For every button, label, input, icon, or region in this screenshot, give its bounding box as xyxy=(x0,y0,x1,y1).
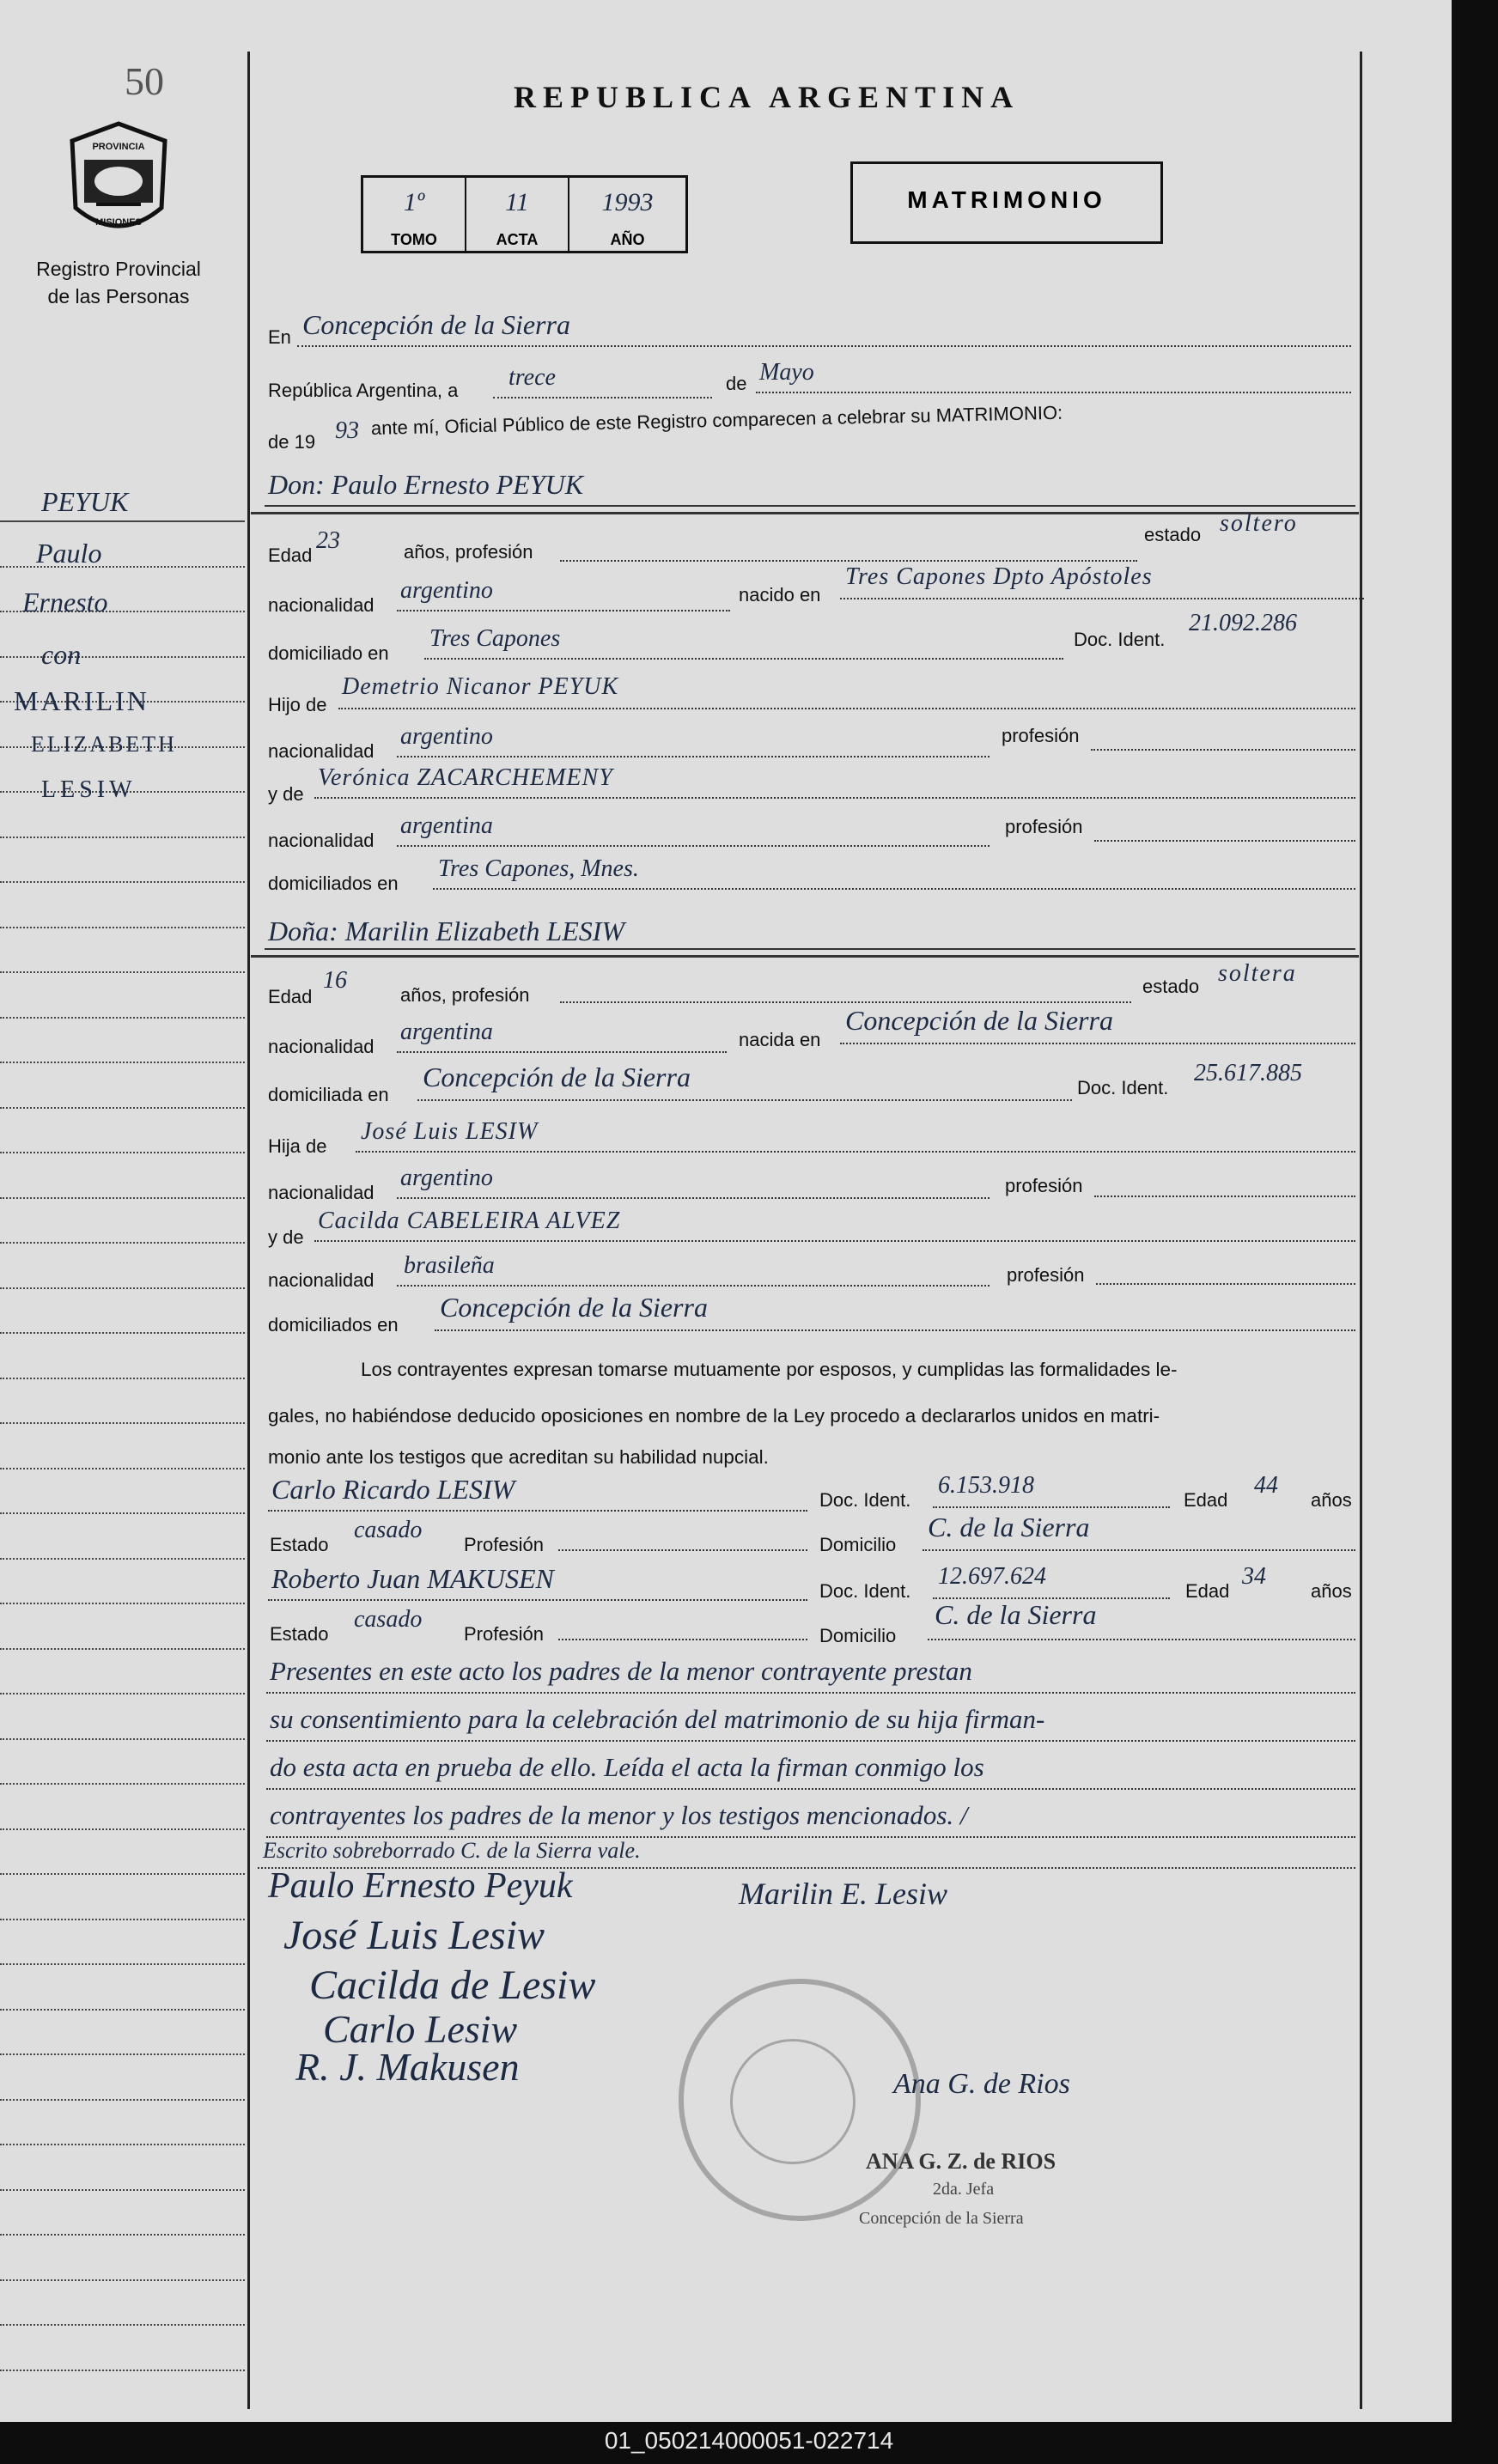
en-label: En xyxy=(268,326,291,348)
note-line-2: su consentimiento para la celebración del matrimonio de su hija firman- xyxy=(270,1704,1045,1734)
margin-rule-line xyxy=(0,2370,245,2371)
tomo-cell xyxy=(363,178,466,251)
day-line xyxy=(493,397,712,398)
intro-statement: ante mí, Oficial Público de este Registro comparecen a celebrar su MATRIMONIO: xyxy=(370,401,1063,439)
page-number: 50 xyxy=(125,59,164,103)
witness1-edad-label: Edad xyxy=(1184,1489,1228,1511)
groom-y-de-label: y de xyxy=(268,783,304,805)
witness2-prof-label: Profesión xyxy=(464,1623,544,1645)
margin-rule-line xyxy=(0,1107,245,1109)
anio-label: AÑO xyxy=(610,231,645,248)
groom-hijo-label: Hijo de xyxy=(268,694,327,715)
groom-name-line xyxy=(265,505,1355,507)
margin-rule-line xyxy=(0,520,245,522)
tomo-label: TOMO xyxy=(391,231,437,248)
margin-rule-line xyxy=(0,1378,245,1379)
groom-father-prof-line xyxy=(1091,749,1355,751)
margin-rule-line xyxy=(0,1422,245,1424)
bride-doc: 25.617.885 xyxy=(1194,1060,1302,1086)
groom-father-nat-label: nacionalidad xyxy=(268,740,374,762)
bride-mother-prof-label: profesión xyxy=(1007,1264,1085,1286)
witness2-domicilio-label: Domicilio xyxy=(819,1625,897,1646)
note-line-1: Presentes en este acto los padres de la menor contrayente prestan xyxy=(270,1656,972,1686)
note-line-2-rule xyxy=(266,1740,1355,1742)
margin-rule-line xyxy=(0,2144,245,2145)
bride-parents-dom-label: domiciliados en xyxy=(268,1314,399,1335)
footer-id: 01_050214000051-022714 xyxy=(604,2427,894,2454)
bride-doc-label: Doc. Ident. xyxy=(1077,1077,1169,1098)
groom-mother-nat: argentina xyxy=(400,812,493,839)
witness2-doc: 12.697.624 xyxy=(938,1563,1046,1590)
bride-dom-label: domiciliada en xyxy=(268,1084,389,1105)
margin-rule-line xyxy=(0,881,245,883)
groom-father-prof-label: profesión xyxy=(1002,725,1080,746)
bride-domicile-line xyxy=(417,1099,1072,1101)
officer-signature: Ana G. de Rios xyxy=(893,2068,1070,2100)
margin-rule-line xyxy=(0,656,245,658)
acta-value: 11 xyxy=(505,188,529,216)
month-line xyxy=(756,392,1351,393)
officer-office: Concepción de la Sierra xyxy=(859,2209,1024,2228)
witness2-signature: R. J. Makusen xyxy=(295,2045,520,2089)
note-line-1-rule xyxy=(266,1692,1355,1694)
margin-line-7: LESIW xyxy=(41,776,137,803)
bride-father: José Luis LESIW xyxy=(361,1118,539,1145)
margin-rule-line xyxy=(0,1468,245,1469)
bride-domicile: Concepción de la Sierra xyxy=(423,1062,691,1092)
bride-name-line xyxy=(265,948,1355,950)
witness1-doc-label: Doc. Ident. xyxy=(819,1489,911,1511)
groom-dom-label: domiciliado en xyxy=(268,642,389,664)
witness1-domicilio: C. de la Sierra xyxy=(928,1512,1090,1542)
bride-profession-line xyxy=(560,1001,1131,1003)
bride-hija-label: Hija de xyxy=(268,1135,327,1157)
witness2-doc-label: Doc. Ident. xyxy=(819,1580,911,1602)
witness1-domicilio-line xyxy=(923,1549,1355,1551)
groom-birthplace: Tres Capones Dpto Apóstoles xyxy=(845,563,1153,590)
groom-father-line xyxy=(338,708,1355,709)
place: Concepción de la Sierra xyxy=(302,309,570,340)
day: trece xyxy=(508,364,556,391)
margin-line-1: PEYUK xyxy=(41,486,129,517)
official-seal-inner xyxy=(730,2039,856,2164)
margin-rule-line xyxy=(0,927,245,928)
month: Mayo xyxy=(759,359,814,386)
witness2-edad-label: Edad xyxy=(1185,1580,1230,1602)
bride-estado-label: estado xyxy=(1142,976,1200,997)
bride-nac-label: nacionalidad xyxy=(268,1036,374,1057)
groom-nationality: argentino xyxy=(400,577,493,604)
margin-rule-line xyxy=(0,1332,245,1334)
bride-mother-prof-line xyxy=(1096,1283,1355,1285)
margin-rule-line xyxy=(0,2099,245,2101)
right-rule xyxy=(1360,52,1362,2409)
witness1-prof-label: Profesión xyxy=(464,1534,544,1555)
bride-birthplace-line xyxy=(840,1043,1355,1044)
margin-rule-line xyxy=(0,1197,245,1199)
bride-father-prof-line xyxy=(1094,1195,1355,1197)
declaration-line1: Los contrayentes expresan tomarse mutuamente por esposos, y cumplidas las formalidades le- xyxy=(361,1359,1178,1380)
witness2-domicilio-line xyxy=(928,1639,1355,1640)
margin-rule-line xyxy=(0,2009,245,2011)
declaration-line3: monio ante los testigos que acreditan su habilidad nupcial. xyxy=(268,1446,769,1468)
margin-rule-line xyxy=(0,1062,245,1063)
margin-rule xyxy=(247,52,250,2409)
witness2-name-line xyxy=(268,1599,807,1601)
margin-rule-line xyxy=(0,1512,245,1514)
bride-mother-nat-label: nacionalidad xyxy=(268,1269,374,1291)
emblem-bottom-text: MISIONES xyxy=(95,217,142,228)
bride-signature: Marilin E. Lesiw xyxy=(739,1877,948,1911)
groom-edad-label: Edad xyxy=(268,545,313,566)
witness2-estado: casado xyxy=(354,1606,423,1633)
bride-edad-label: Edad xyxy=(268,986,313,1007)
margin-rule-line xyxy=(0,837,245,838)
margin-rule-line xyxy=(0,1738,245,1740)
bride-parents-dom-line xyxy=(435,1329,1355,1331)
margin-rule-line xyxy=(0,1873,245,1875)
groom-signature: Paulo Ernesto Peyuk xyxy=(268,1866,573,1906)
margin-rule-line xyxy=(0,1693,245,1694)
bride-father-nat: argentino xyxy=(400,1165,493,1191)
margin-rule-line xyxy=(0,1919,245,1920)
bride-father-line xyxy=(356,1151,1355,1153)
bride-birthplace: Concepción de la Sierra xyxy=(845,1005,1113,1036)
margin-rule-line xyxy=(0,2053,245,2055)
bride-y-de-label: y de xyxy=(268,1226,304,1248)
groom-mother-prof-label: profesión xyxy=(1005,816,1083,837)
country-title: REPUBLICA ARGENTINA xyxy=(514,80,1020,114)
anio-cell xyxy=(569,178,685,251)
note-line-4: contrayentes los padres de la menor y los testigos mencionados. / xyxy=(270,1800,968,1830)
margin-line-6: ELIZABETH xyxy=(31,732,177,757)
registry-line2: de las Personas xyxy=(47,285,190,307)
groom-name: Don: Paulo Ernesto PEYUK xyxy=(268,469,584,500)
groom-father: Demetrio Nicanor PEYUK xyxy=(342,673,619,700)
groom-estado-label: estado xyxy=(1144,524,1202,545)
margin-rule-line xyxy=(0,2234,245,2236)
margin-rule-line xyxy=(0,1828,245,1830)
bride-estado: soltera xyxy=(1218,960,1297,987)
groom-doc: 21.092.286 xyxy=(1189,610,1297,636)
witness1-name-line xyxy=(268,1510,807,1512)
witness1-doc: 6.153.918 xyxy=(938,1472,1034,1499)
margin-rule-line xyxy=(0,1242,245,1244)
place-line xyxy=(297,345,1351,347)
witness1-doc-line xyxy=(933,1506,1170,1508)
witness1-prof-line xyxy=(558,1549,807,1551)
margin-rule-line xyxy=(0,1648,245,1650)
groom-nacido-label: nacido en xyxy=(739,584,821,605)
witness1-estado-label: Estado xyxy=(270,1534,329,1555)
bride-name: Doña: Marilin Elizabeth LESIW xyxy=(268,916,625,946)
groom-section-rule xyxy=(251,512,1359,514)
bride-age: 16 xyxy=(323,967,347,994)
bride-mother-signature: Cacilda de Lesiw xyxy=(309,1962,596,2008)
groom-parents-dom-label: domiciliados en xyxy=(268,873,399,894)
bride-nationality-line xyxy=(397,1051,727,1053)
witness1-anos-label: años xyxy=(1311,1489,1352,1511)
groom-estado: soltero xyxy=(1220,510,1298,537)
margin-rule-line xyxy=(0,1558,245,1560)
groom-domicile-line xyxy=(424,658,1063,660)
bride-mother-line xyxy=(314,1240,1355,1242)
groom-doc-label: Doc. Ident. xyxy=(1074,629,1166,650)
register-box xyxy=(361,175,688,253)
bride-section-rule xyxy=(251,955,1359,958)
margin-line-5: MARILIN xyxy=(14,685,149,716)
note-line-5: Escrito sobreborrado C. de la Sierra vale. xyxy=(263,1838,641,1863)
year-suffix: 93 xyxy=(335,417,359,444)
groom-mother-nat-label: nacionalidad xyxy=(268,830,374,851)
margin-rule-line xyxy=(0,1963,245,1965)
witness2-domicilio: C. de la Sierra xyxy=(935,1599,1097,1630)
bride-mother-nat: brasileña xyxy=(404,1252,495,1279)
note-line-3: do esta acta en prueba de ello. Leída el acta la firman conmigo los xyxy=(270,1752,984,1782)
record-type: MATRIMONIO xyxy=(907,186,1106,213)
groom-nationality-line xyxy=(397,610,730,611)
witness1-signature: Carlo Lesiw xyxy=(323,2007,518,2051)
officer-title: 2da. Jefa xyxy=(933,2180,995,2199)
bride-parents-dom: Concepción de la Sierra xyxy=(440,1292,708,1323)
margin-rule-line xyxy=(0,1287,245,1289)
witness2-name: Roberto Juan MAKUSEN xyxy=(271,1563,554,1594)
margin-rule-line xyxy=(0,1603,245,1604)
groom-age: 23 xyxy=(316,527,340,554)
margin-line-2: Paulo xyxy=(36,538,102,569)
bride-mother-nat-line xyxy=(397,1285,990,1287)
groom-father-nat-line xyxy=(397,756,990,757)
acta-label: ACTA xyxy=(496,231,539,248)
officer-name: ANA G. Z. de RIOS xyxy=(866,2149,1057,2174)
margin-line-4: con xyxy=(41,639,82,670)
margin-rule-line xyxy=(0,2324,245,2326)
bride-father-nat-line xyxy=(397,1197,990,1199)
witness1-estado: casado xyxy=(354,1517,423,1543)
de-label: de xyxy=(726,373,747,394)
record-type-box xyxy=(850,161,1163,244)
bride-nacida-label: nacida en xyxy=(739,1029,821,1050)
acta-cell xyxy=(466,178,569,251)
witness2-anos-label: años xyxy=(1311,1580,1352,1602)
bride-mother: Cacilda CABELEIRA ALVEZ xyxy=(318,1208,621,1234)
margin-rule-line xyxy=(0,1152,245,1153)
groom-birthplace-line xyxy=(840,598,1364,599)
province-emblem xyxy=(62,119,175,247)
note-line-3-rule xyxy=(266,1788,1355,1790)
margin-rule-line xyxy=(0,1017,245,1019)
witness2-estado-label: Estado xyxy=(270,1623,329,1645)
witness2-age: 34 xyxy=(1242,1563,1266,1590)
scan-edge-right xyxy=(1452,0,1498,2422)
republica-label: República Argentina, a xyxy=(268,380,459,401)
groom-father-nat: argentino xyxy=(400,723,493,750)
registry-line1: Registro Provincial xyxy=(36,258,201,280)
emblem-top-text: PROVINCIA xyxy=(92,142,145,152)
witness1-age: 44 xyxy=(1254,1472,1278,1499)
margin-rule-line xyxy=(0,2189,245,2191)
witness1-name: Carlo Ricardo LESIW xyxy=(271,1474,515,1505)
bride-father-nat-label: nacionalidad xyxy=(268,1182,374,1203)
witness1-domicilio-label: Domicilio xyxy=(819,1534,897,1555)
groom-anos-prof-label: años, profesión xyxy=(404,541,533,563)
witness2-prof-line xyxy=(558,1639,807,1640)
groom-parents-dom: Tres Capones, Mnes. xyxy=(438,855,639,882)
tomo-value: 1º xyxy=(403,188,425,216)
groom-domicile: Tres Capones xyxy=(429,625,561,652)
margin-rule-line xyxy=(0,1783,245,1785)
bride-father-signature: José Luis Lesiw xyxy=(283,1913,545,1958)
groom-nac-label: nacionalidad xyxy=(268,594,374,616)
groom-mother-prof-line xyxy=(1094,840,1355,842)
bride-father-prof-label: profesión xyxy=(1005,1175,1083,1196)
margin-rule-line xyxy=(0,2279,245,2281)
groom-parents-dom-line xyxy=(433,888,1355,890)
declaration-line2: gales, no habiéndose deducido oposiciones en nombre de la Ley procedo a declararlos unidos en matri- xyxy=(268,1405,1160,1427)
year-prefix: de 19 xyxy=(268,431,316,453)
bride-nationality: argentina xyxy=(400,1019,493,1045)
groom-mother: Verónica ZACARCHEMENY xyxy=(318,764,613,791)
margin-rule-line xyxy=(0,971,245,973)
anio-value: 1993 xyxy=(601,188,654,216)
bride-anos-prof-label: años, profesión xyxy=(400,984,530,1006)
groom-mother-line xyxy=(314,797,1355,799)
margin-line-3: Ernesto xyxy=(22,587,108,618)
groom-profession-line xyxy=(560,560,1137,562)
groom-mother-nat-line xyxy=(397,845,990,847)
